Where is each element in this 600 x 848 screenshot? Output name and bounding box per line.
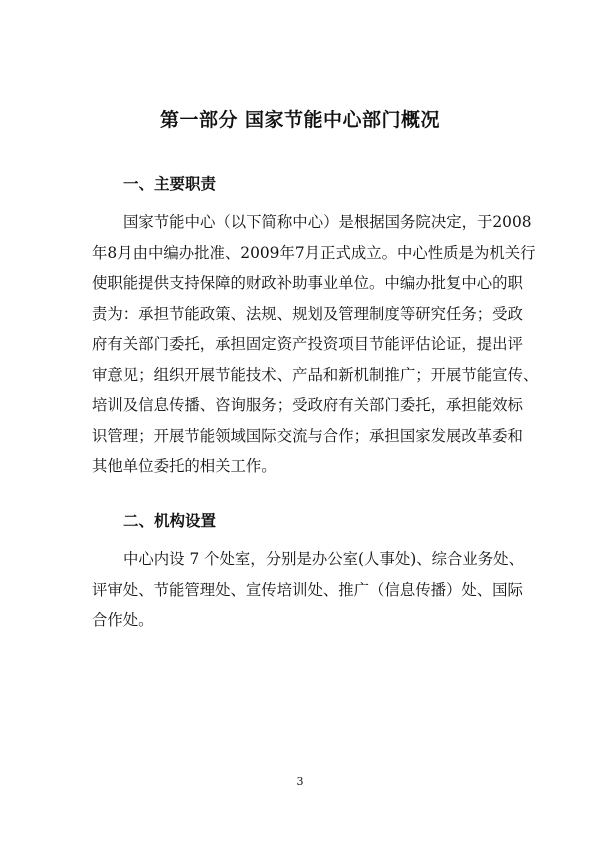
paragraph-line: 合作处。: [92, 611, 154, 629]
page-number: 3: [296, 775, 304, 788]
paragraph-line: 国家节能中心（以下简称中心）是根据国务院决定，于2008: [123, 213, 532, 231]
paragraph-organization: [92, 549, 522, 641]
paragraph-line: 培训及信息传播、咨询服务；受政府有关部门委托，承担能效标: [92, 396, 523, 414]
paragraph-line: 评审处、节能管理处、宣传培训处、推广（信息传播）处、国际: [92, 580, 523, 599]
page-title: 第一部分 国家节能中心部门概况: [159, 109, 441, 131]
section-heading-organization: 二、机构设置: [123, 512, 217, 530]
paragraph-line: 中心内设 7 个处室，分别是办公室(人事处)、综合业务处、: [123, 550, 524, 568]
paragraph-line: 使职能提供支持保障的财政补助事业单位。中编办批复中心的职: [92, 274, 523, 292]
paragraph-line: 识管理；开展节能领域国际交流与合作；承担国家发展改革委和: [92, 426, 523, 445]
paragraph-line: 其他单位委托的相关工作。: [92, 457, 277, 475]
paragraph-line: 责为：承担节能政策、法规、规划及管理制度等研究任务；受政: [92, 304, 523, 323]
paragraph-line: 审意见；组织开展节能技术、产品和新机制推广；开展节能宣传、: [92, 365, 539, 384]
paragraph-line: 年8月由中编办批准、2009年7月正式成立。中心性质是为机关行: [92, 243, 536, 262]
paragraph-line: 府有关部门委托，承担固定资产投资项目节能评估论证，提出评: [92, 335, 523, 353]
section-heading-main-duties: 一、主要职责: [123, 175, 217, 193]
paragraph-main-duties: [92, 212, 539, 487]
